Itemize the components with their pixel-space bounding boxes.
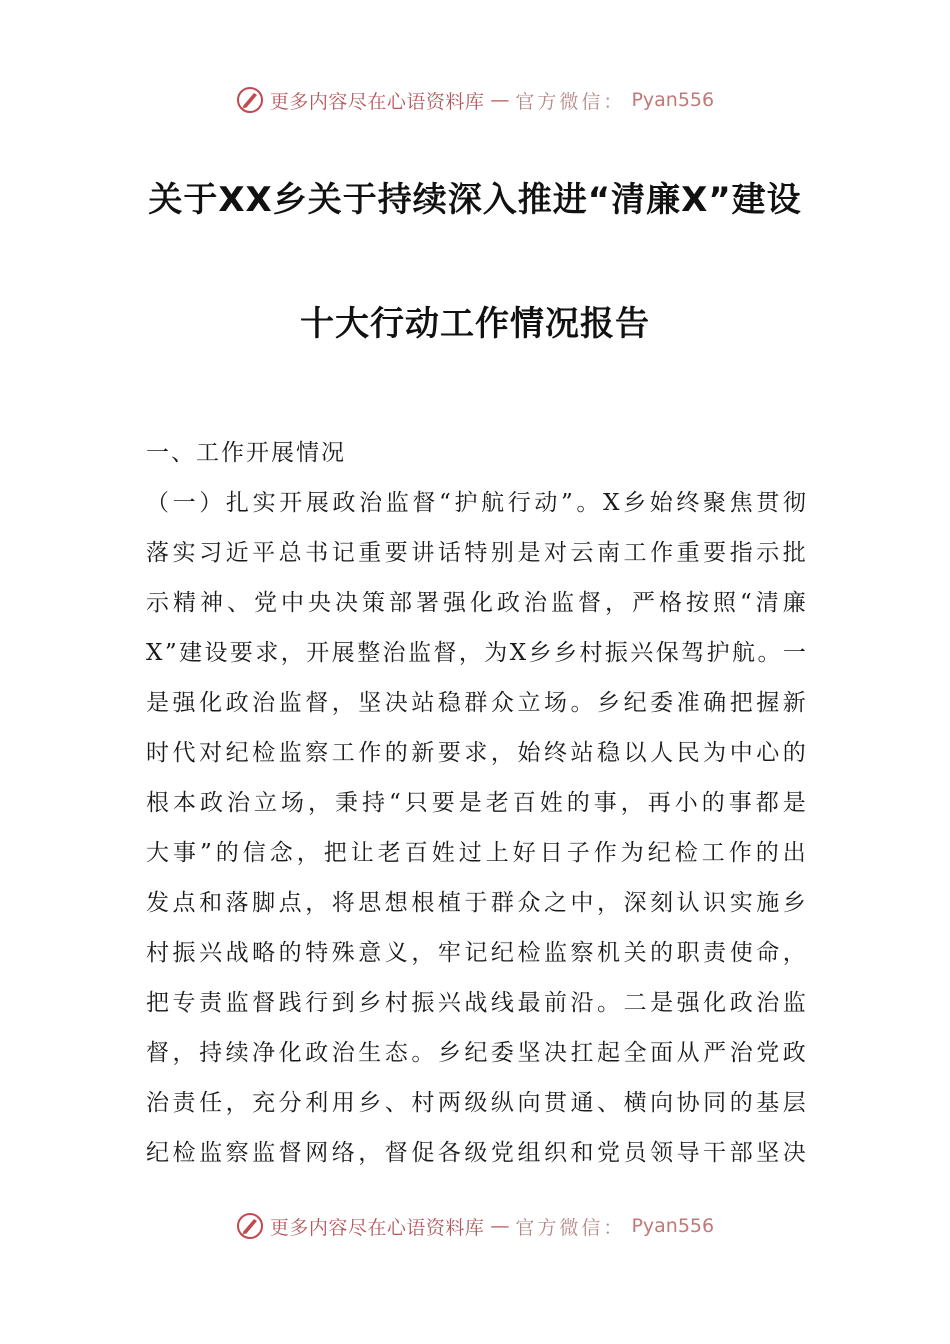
document-title-line2: 十大行动工作情况报告 <box>300 304 650 344</box>
body-line: 督 ， 持 续 净 化 政 治 生 态 。 乡 纪 委 坚 决 扛 起 全 面 从 严 治 党 政 <box>146 1040 806 1066</box>
header-watermark <box>0 86 950 114</box>
body-line: 纪 检 监 察 监 督 网 络 ， 督 促 各 级 党 组 织 和 党 员 领 导 干 部 坚 决 <box>146 1140 806 1166</box>
pen-logo-icon <box>236 86 264 114</box>
watermark-wechat-label: 官方微信： <box>515 1216 626 1239</box>
watermark-wechat-id: Pyan556 <box>631 89 715 111</box>
body-line: 根 本 政 治 立 场 ， 秉 持 “ 只 要 是 老 百 姓 的 事 ， 再 小 的 事 都 是 <box>146 790 806 816</box>
watermark-wechat-id: Pyan556 <box>631 1215 715 1237</box>
body-line: 时 代 对 纪 检 监 察 工 作 的 新 要 求 ， 始 终 站 稳 以 人 民 为 中 心 的 <box>146 740 806 766</box>
section-heading: 一、工作开展情况 <box>146 440 346 466</box>
body-line: 村 振 兴 战 略 的 特 殊 意 义 ， 牢 记 纪 检 监 察 机 关 的 职 责 使 命 ， <box>146 940 806 966</box>
body-line: （ 一 ） 扎 实 开 展 政 治 监 督 “ 护 航 行 动 ” 。 X 乡 始 终 聚 焦 贯 彻 <box>146 490 806 516</box>
body-paragraph <box>146 478 806 1178</box>
body-line: 把 专 责 监 督 践 行 到 乡 村 振 兴 战 线 最 前 沿 。 二 是 强 化 政 治 监 <box>146 990 806 1016</box>
document-title-line1: 关于XX乡关于持续深入推进“清廉X”建设 <box>148 180 802 220</box>
footer-watermark <box>0 1212 950 1240</box>
watermark-dash: — <box>490 89 510 111</box>
body-line: X ” 建 设 要 求 ， 开 展 整 治 监 督 ， 为 X 乡 乡 村 振 兴 保 驾 护 航 。 一 <box>146 640 806 666</box>
watermark-wechat-label: 官方微信： <box>515 90 626 113</box>
watermark-dash: — <box>490 1215 510 1237</box>
body-line: 大 事 ” 的 信 念 ， 把 让 老 百 姓 过 上 好 日 子 作 为 纪 检 工 作 的 出 <box>146 840 806 866</box>
body-line: 落 实 习 近 平 总 书 记 重 要 讲 话 特 别 是 对 云 南 工 作 重 要 指 示 批 <box>146 540 806 566</box>
body-line: 示 精 神 、 党 中 央 决 策 部 署 强 化 政 治 监 督 ， 严 格 按 照 “ 清 廉 <box>146 590 806 616</box>
body-line: 治 责 任 ， 充 分 利 用 乡 、 村 两 级 纵 向 贯 通 、 横 向 协 同 的 基 层 <box>146 1090 806 1116</box>
watermark-library-text: 更多内容尽在心语资料库 <box>269 90 485 113</box>
body-line: 是 强 化 政 治 监 督 ， 坚 决 站 稳 群 众 立 场 。 乡 纪 委 准 确 把 握 新 <box>146 690 806 716</box>
watermark-library-text: 更多内容尽在心语资料库 <box>269 1216 485 1239</box>
pen-logo-icon <box>236 1212 264 1240</box>
body-line: 发 点 和 落 脚 点 ， 将 思 想 根 植 于 群 众 之 中 ， 深 刻 认 识 实 施 乡 <box>146 890 806 916</box>
